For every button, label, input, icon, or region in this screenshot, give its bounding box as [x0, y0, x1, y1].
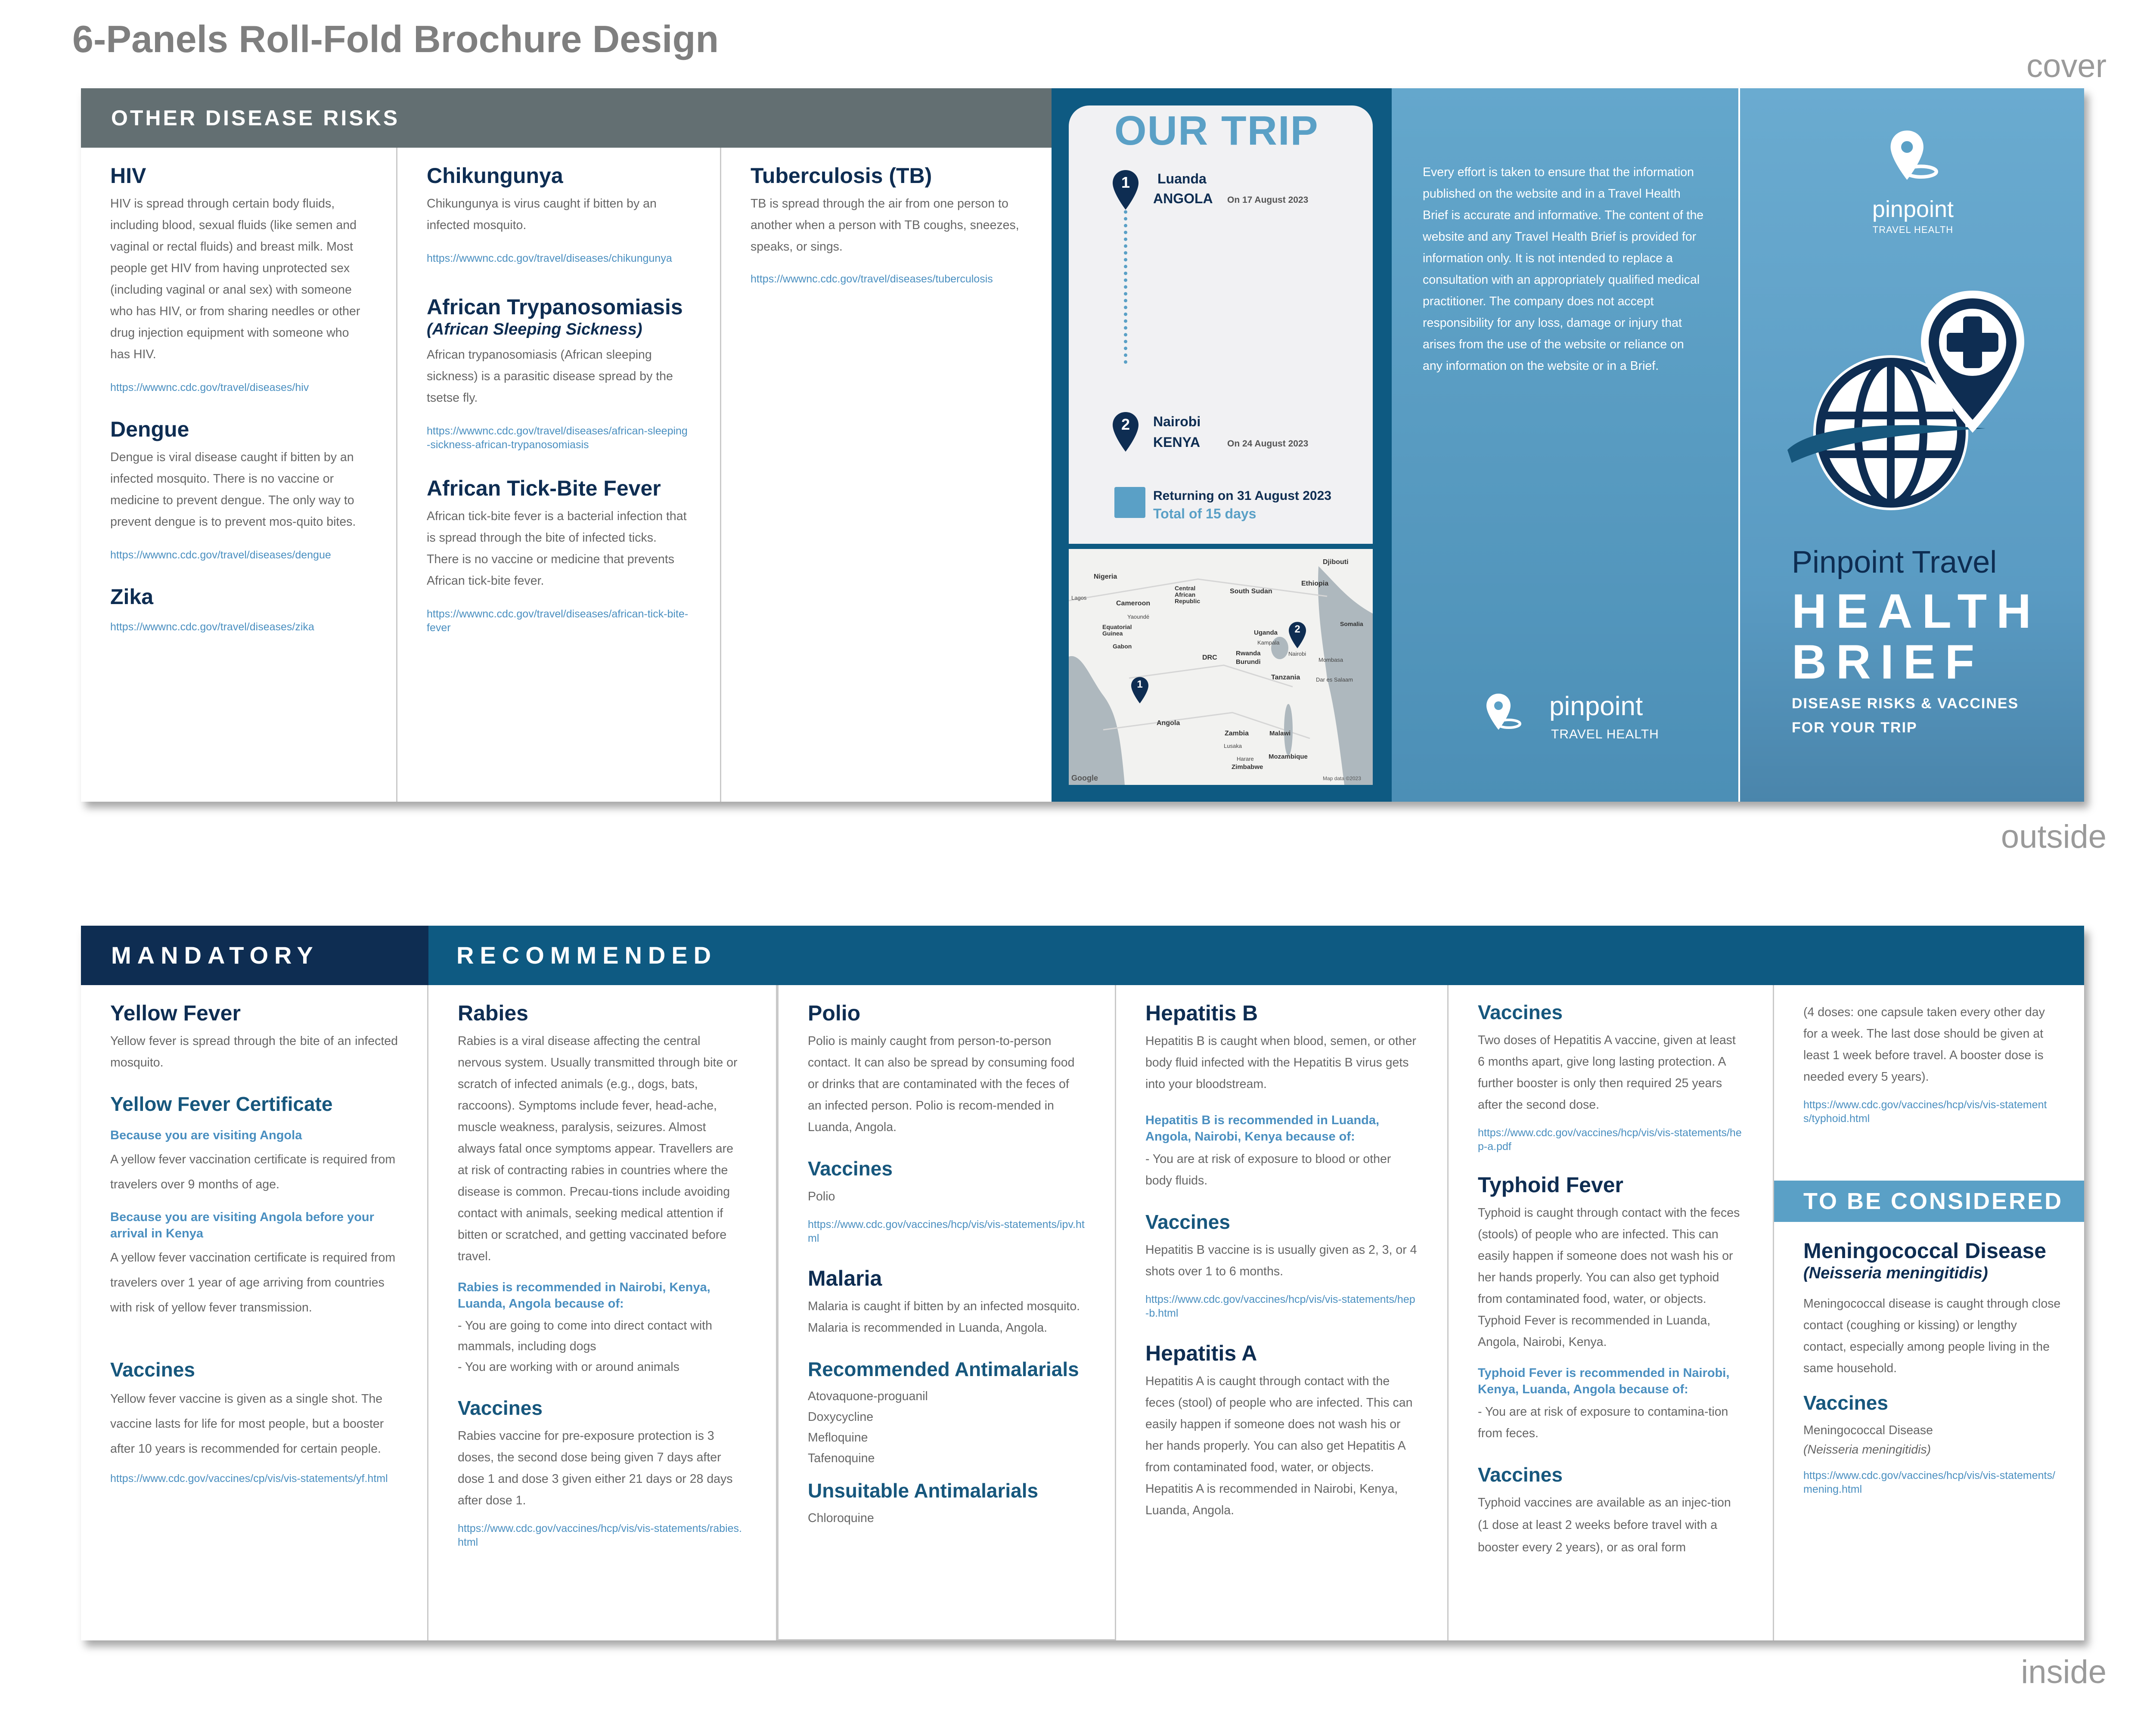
- other-risks-header: OTHER DISEASE RISKS: [81, 88, 1052, 148]
- yellow-fever-vaccines-heading: Vaccines: [110, 1358, 195, 1381]
- hepatitis-b-vaccines-heading: Vaccines: [1145, 1211, 1230, 1233]
- rabies-heading: Rabies: [458, 1001, 528, 1025]
- map-attribution: Map data ©2023: [1323, 775, 1361, 781]
- map-label: Zambia: [1225, 730, 1249, 737]
- tick-bite-heading: African Tick-Bite Fever: [427, 476, 661, 500]
- hepatitis-a-link[interactable]: https://www.cdc.gov/vaccines/hcp/vis/vis-statements/hep-a.pdf: [1478, 1126, 1742, 1153]
- rabies-vaccines-heading: Vaccines: [458, 1397, 543, 1419]
- globe-health-icon: [1783, 291, 2041, 532]
- stop-2-pin: 2: [1112, 411, 1139, 453]
- trip-card: [1069, 105, 1373, 544]
- zika-link[interactable]: https://wwwnc.cdc.gov/travel/diseases/zika: [110, 621, 314, 633]
- typhoid-reason: Typhoid Fever is recommended in Nairobi, Kenya, Luanda, Angola because of:: [1478, 1366, 1730, 1396]
- yellow-fever-link[interactable]: https://www.cdc.gov/vaccines/cp/vis/vis-statements/yf.html: [110, 1472, 388, 1485]
- malaria-heading: Malaria: [808, 1266, 882, 1290]
- map-pin-2: 2: [1287, 621, 1307, 649]
- hiv-link[interactable]: https://wwwnc.cdc.gov/travel/diseases/hiv: [110, 381, 309, 394]
- risks-column-2: [397, 148, 721, 802]
- page-title: 6-Panels Roll-Fold Brochure Design: [72, 18, 719, 60]
- rabies-bullet-1: - You are going to come into direct contact with mammals, including dogs: [458, 1319, 712, 1353]
- rabies-text: Rabies is a viral disease affecting the central nervous system. Usually transmitted through bite or scratch of infected animals (e.g., dogs, bats, raccoons). Symptoms include fever, head-ache, muscle weakness, paralysis, seizures. Almost always fatal once symptoms appear. Travellers are at risk of contracting rabies in countries where the disease is common. Precau-tions include avoiding contact with animals, seeking medical attention if bitten or scratched, and getting vaccinated before travel.: [458, 1034, 738, 1263]
- trip-total: Total of 15 days: [1153, 506, 1256, 521]
- disclaimer-logo-sub: TRAVEL HEALTH: [1551, 727, 1659, 741]
- chikungunya-heading: Chikungunya: [427, 164, 563, 188]
- unsuitable-antimalarials-heading: Unsuitable Antimalarials: [808, 1479, 1039, 1502]
- antimalarials-heading: Recommended Antimalarials: [808, 1358, 1079, 1380]
- inside-label: inside: [2021, 1654, 2106, 1690]
- meningococcal-heading: Meningococcal Disease (Neisseria meningitidis): [1803, 1239, 2047, 1282]
- typhoid-vaccines-heading: Vaccines: [1478, 1463, 1563, 1486]
- map-label: Mozambique: [1269, 753, 1308, 760]
- tb-link[interactable]: https://wwwnc.cdc.gov/travel/diseases/tuberculosis: [751, 273, 993, 285]
- rabies-link[interactable]: https://www.cdc.gov/vaccines/hcp/vis/vis-statements/rabies.html: [458, 1522, 742, 1548]
- tick-bite-text: African tick-bite fever is a bacterial infection that is spread through the bite of infected ticks. There is no vaccine or medicine that prevents African tick-bite fever.: [427, 509, 687, 588]
- antimalarial-item: Tafenoquine: [808, 1451, 875, 1466]
- stop-2-country: KENYA: [1153, 434, 1201, 450]
- polio-vaccines-text: Polio: [808, 1189, 835, 1203]
- map-label: Mombasa: [1318, 657, 1343, 663]
- trip-title: OUR TRIP: [1114, 108, 1319, 154]
- typhoid-vaccines-continued: (4 doses: one capsule taken every other day for a week. The last dose should be given at least 1 week before travel. A booster dose is needed every 5 years).: [1803, 1005, 2045, 1084]
- map-label: Yaoundé: [1127, 614, 1150, 620]
- polio-text: Polio is mainly caught from person-to-person contact. It can also be spread by consuming food or drinks that are contaminated with the feces of an infected person. Polio is recom-mended in Luanda, Angola.: [808, 1034, 1075, 1134]
- cover-logo-icon: [1882, 127, 1942, 192]
- rabies-vaccines-text: Rabies vaccine for pre-exposure protection is 3 doses, the second dose being given 7 days after dose 1 and dose 3 given either 21 days or 28 days after dose 1.: [458, 1429, 733, 1507]
- typhoid-column: [1449, 985, 1774, 1640]
- yellow-fever-cert-2: A yellow fever vaccination certificate is required from travelers over 1 year of age arriving from countries with risk of yellow fever transmission.: [110, 1250, 396, 1314]
- cover-label: cover: [2026, 48, 2106, 84]
- tb-heading: Tuberculosis (TB): [751, 164, 932, 188]
- map-pin-1: 1: [1130, 676, 1150, 704]
- hepatitis-b-text: Hepatitis B is caught when blood, semen, or other body fluid infected with the Hepatitis B virus gets into your bloodstream.: [1145, 1034, 1416, 1091]
- meningococcal-link[interactable]: https://www.cdc.gov/vaccines/hcp/vis/vis-statements/mening.html: [1803, 1469, 2055, 1496]
- cover-brand: Pinpoint Travel: [1792, 545, 1997, 580]
- cover-tagline-1: DISEASE RISKS & VACCINES: [1792, 695, 2019, 712]
- rabies-bullet-2: - You are working with or around animals: [458, 1360, 679, 1374]
- map-label: Angola: [1157, 719, 1180, 727]
- return-date: Returning on 31 August 2023: [1153, 489, 1331, 503]
- tick-bite-link[interactable]: https://wwwnc.cdc.gov/travel/diseases/african-tick-bite-fever: [427, 608, 689, 634]
- stop-1-date: On 17 August 2023: [1227, 195, 1309, 205]
- risks-column-1: [81, 148, 397, 802]
- meningococcal-vaccines-subtext: (Neisseria meningitidis): [1803, 1443, 1931, 1457]
- typhoid-heading: Typhoid Fever: [1478, 1172, 1624, 1197]
- mandatory-header: MANDATORY: [81, 926, 428, 985]
- outside-sheet: [81, 88, 2084, 802]
- map-label: DRC: [1202, 654, 1217, 661]
- map-label: Equatorial Guinea: [1102, 623, 1132, 637]
- return-marker: [1114, 487, 1145, 518]
- yellow-fever-vaccines-text: Yellow fever vaccine is given as a single shot. The vaccine lasts for life for most people, but a booster after 10 years is recommended for certain people.: [110, 1392, 384, 1456]
- hepatitis-a-text: Hepatitis A is caught through contact with the feces (stool) of people who are infected. This can easily happen if someone does not wash his or her hands properly. You can also get Hepatitis A from contaminated food, water, or objects. Hepatitis A is recommended in Nairobi, Kenya, Luanda, Angola.: [1145, 1374, 1413, 1517]
- chikungunya-link[interactable]: https://wwwnc.cdc.gov/travel/diseases/chikungunya: [427, 252, 672, 264]
- disclaimer-panel: [1392, 88, 1738, 802]
- map-google-logo: Google: [1071, 774, 1098, 782]
- hepatitis-b-reason: Hepatitis B is recommended in Luanda, Angola, Nairobi, Kenya because of:: [1145, 1113, 1380, 1144]
- meningococcal-vaccines-text: Meningococcal Disease: [1803, 1423, 1933, 1438]
- meningococcal-text: Meningococcal disease is caught through close contact (coughing or kissing) or lengthy contact, especially among people living in the same household.: [1803, 1296, 2061, 1375]
- hepatitis-a-heading: Hepatitis A: [1145, 1341, 1257, 1365]
- hiv-heading: HIV: [110, 164, 146, 188]
- hepatitis-column: [1116, 985, 1449, 1640]
- map-label: Cameroon: [1116, 600, 1151, 607]
- outside-label: outside: [2001, 818, 2106, 855]
- stop-2-date: On 24 August 2023: [1227, 439, 1309, 449]
- antimalarial-item: Mefloquine: [808, 1431, 868, 1445]
- yellow-fever-column: [81, 985, 428, 1640]
- hepatitis-a-vaccines-text: Two doses of Hepatitis A vaccine, given at least 6 months apart, give long lasting protection. A further booster is only then required 25 years after the second dose.: [1478, 1033, 1736, 1112]
- antimalarial-item: Atovaquone-proguanil: [808, 1389, 928, 1404]
- meningococcal-vaccines-heading: Vaccines: [1803, 1391, 1888, 1414]
- recommended-header: RECOMMENDED: [456, 942, 717, 969]
- map-label: Nairobi: [1288, 651, 1306, 657]
- chikungunya-text: Chikungunya is virus caught if bitten by an infected mosquito.: [427, 197, 657, 232]
- tb-text: TB is spread through the air from one person to another when a person with TB coughs, sneezes, speaks, or sings.: [751, 197, 1019, 254]
- stop-1-city: Luanda: [1157, 171, 1207, 186]
- typhoid-text: Typhoid is caught through contact with the feces (stools) of people who are infected. This can easily happen if someone does not wash his or her hands properly. You can also get typhoid from contaminated food, water, or objects. Typhoid Fever is recommended in Luanda, Angola, Nairobi, Kenya.: [1478, 1206, 1740, 1349]
- map-label: Malawi: [1269, 730, 1291, 737]
- disclaimer-text: Every effort is taken to ensure that the information published on the website and in a Travel Health Brief is accurate and informative. The content of the website and any Travel Health Brief is provided for information only. It is not intended to replace a consultation with an appropriately qualified medical practitioner. The company does not accept responsibility for any loss, damage or injury that arises from the use of the website or reliance on any information on the website or in a Brief.: [1423, 165, 1704, 373]
- map-label: Burundi: [1236, 658, 1261, 666]
- unsuitable-antimalarial-item: Chloroquine: [808, 1511, 874, 1525]
- to-be-considered-header: TO BE CONSIDERED: [1774, 1181, 2084, 1222]
- stop-1-country: ANGOLA: [1153, 191, 1213, 206]
- pinpoint-logo-icon: [1483, 691, 1522, 738]
- trypanosomiasis-link[interactable]: https://wwwnc.cdc.gov/travel/diseases/african-sleeping-sickness-african-trypanosomiasis: [427, 425, 688, 451]
- typhoid-vaccines-text: Typhoid vaccines are available as an injec-tion (1 dose at least 2 weeks before travel with a booster every 2 years), or as oral form: [1478, 1496, 1731, 1555]
- hiv-text: HIV is spread through certain body fluids, including blood, sexual fluids (like semen and vaginal or rectal fluids) and breast milk. Most people get HIV from having unprotected sex (including vaginal or anal sex) with someone who has HIV, or from sharing needles or other drug injection equipment with someone who has HIV.: [110, 197, 360, 361]
- considered-column: [1774, 985, 2084, 1640]
- map-label: South Sudan: [1230, 588, 1272, 595]
- polio-link[interactable]: https://www.cdc.gov/vaccines/hcp/vis/vis-statements/ipv.html: [808, 1218, 1085, 1244]
- hepatitis-a-vaccines-heading: Vaccines: [1478, 1001, 1563, 1023]
- cover-panel: [1738, 88, 2084, 802]
- risks-column-3: [721, 148, 1052, 802]
- yellow-fever-text: Yellow fever is spread through the bite of an infected mosquito.: [110, 1034, 398, 1070]
- trypanosomiasis-heading: African Trypanosomiasis (African Sleeping Sickness): [427, 295, 683, 338]
- map-label: Uganda: [1254, 629, 1278, 636]
- trip-map[interactable]: [1069, 549, 1373, 785]
- map-label: Nigeria: [1094, 573, 1117, 580]
- other-disease-risks-panel: [81, 88, 1052, 802]
- our-trip-panel: [1052, 88, 1392, 802]
- zika-heading: Zika: [110, 585, 154, 609]
- map-label: Dar es Salaam: [1316, 676, 1353, 683]
- disclaimer-logo-name: pinpoint: [1549, 691, 1643, 721]
- trypanosomiasis-text: African trypanosomiasis (African sleeping sickness) is a parasitic disease spread by the tsetse fly.: [427, 347, 673, 405]
- cover-logo-name: pinpoint: [1872, 196, 1954, 222]
- map-label: Rwanda: [1236, 650, 1261, 657]
- cover-title-line1: HEALTH: [1792, 584, 2041, 638]
- dengue-text: Dengue is viral disease caught if bitten by an infected mosquito. There is no vaccine or medicine to prevent dengue. The only way to prevent dengue is to prevent mos-quito bites.: [110, 450, 356, 529]
- hepatitis-b-bullet: - You are at risk of exposure to blood or other body fluids.: [1145, 1152, 1391, 1187]
- map-label: Harare: [1237, 756, 1254, 762]
- dengue-heading: Dengue: [110, 417, 189, 441]
- malaria-text: Malaria is caught if bitten by an infected mosquito. Malaria is recommended in Luanda, Angola.: [808, 1299, 1080, 1335]
- map-label: Somalia: [1340, 620, 1363, 627]
- rabies-reason: Rabies is recommended in Nairobi, Kenya, Luanda, Angola because of:: [458, 1280, 710, 1311]
- yellow-fever-reason-2: Because you are visiting Angola before your arrival in Kenya: [110, 1210, 374, 1240]
- hepatitis-b-heading: Hepatitis B: [1145, 1001, 1258, 1025]
- map-label: Zimbabwe: [1232, 763, 1263, 771]
- typhoid-link[interactable]: https://www.cdc.gov/vaccines/hcp/vis/vis-statements/typhoid.html: [1803, 1099, 2047, 1125]
- map-label: Kampala: [1257, 639, 1280, 646]
- map-label: Gabon: [1113, 643, 1132, 650]
- polio-malaria-column: [777, 985, 1116, 1640]
- map-label: Central African Republic: [1175, 585, 1201, 604]
- map-label: Tanzania: [1271, 674, 1300, 681]
- cover-logo-sub: TRAVEL HEALTH: [1872, 224, 1954, 235]
- stop-2-city: Nairobi: [1153, 414, 1201, 429]
- hepatitis-b-vaccines-text: Hepatitis B vaccine is is usually given as 2, 3, or 4 shots over 1 to 6 months.: [1145, 1243, 1417, 1278]
- antimalarial-item: Doxycycline: [808, 1410, 874, 1424]
- cover-title-line2: BRIEF: [1792, 635, 1984, 689]
- stop-1-pin: 1: [1112, 169, 1139, 211]
- map-label: Lusaka: [1224, 743, 1242, 749]
- typhoid-bullet: - You are at risk of exposure to contamina-tion from feces.: [1478, 1404, 1728, 1440]
- map-label: Lagos: [1071, 595, 1087, 601]
- cover-tagline-2: FOR YOUR TRIP: [1792, 719, 1917, 736]
- map-label: Djibouti: [1323, 558, 1349, 566]
- yellow-fever-heading: Yellow Fever: [110, 1001, 241, 1025]
- inside-sheet: [81, 926, 2084, 1640]
- dengue-link[interactable]: https://wwwnc.cdc.gov/travel/diseases/dengue: [110, 549, 331, 561]
- yellow-fever-reason-1: Because you are visiting Angola: [110, 1128, 302, 1142]
- hepatitis-b-link[interactable]: https://www.cdc.gov/vaccines/hcp/vis/vis-statements/hep-b.html: [1145, 1293, 1415, 1319]
- polio-heading: Polio: [808, 1001, 861, 1025]
- yellow-fever-cert-heading: Yellow Fever Certificate: [110, 1093, 333, 1115]
- polio-vaccines-heading: Vaccines: [808, 1157, 893, 1180]
- map-label: Ethiopia: [1301, 580, 1329, 587]
- yellow-fever-cert-1: A yellow fever vaccination certificate is required from travelers over 9 months of age.: [110, 1152, 396, 1191]
- rabies-column: [428, 985, 777, 1640]
